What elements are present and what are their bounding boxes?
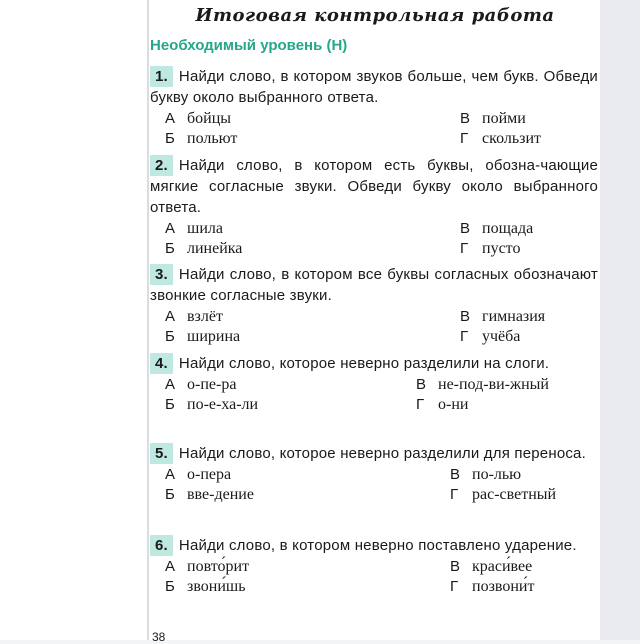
task-1	[150, 66, 598, 149]
option-g[interactable]	[460, 239, 520, 259]
option-letter: Г	[450, 578, 459, 595]
page-title: Итоговая контрольная работа	[195, 5, 555, 26]
option-a[interactable]	[165, 109, 231, 129]
task-text: Найди слово, которое неверно разделили на слоги.	[178, 355, 550, 372]
option-g[interactable]	[450, 577, 534, 597]
task-text: Найди слово, в котором неверно поставлено ударение.	[178, 537, 577, 554]
option-a[interactable]	[165, 465, 231, 485]
page-binding-margin	[0, 0, 150, 640]
task-number: 6.	[150, 535, 173, 556]
option-letter: Б	[165, 328, 175, 345]
task-number: 2.	[150, 155, 173, 176]
option-letter: Г	[416, 396, 425, 413]
option-letter: В	[450, 466, 461, 483]
option-letter: А	[165, 558, 176, 575]
option-letter: А	[165, 220, 176, 237]
option-text: пощада	[482, 220, 534, 237]
task-4	[150, 353, 598, 415]
task-question	[150, 443, 598, 464]
answer-options	[150, 307, 598, 347]
option-letter: В	[460, 110, 471, 127]
option-letter: В	[416, 376, 427, 393]
option-text: о-пера	[187, 466, 232, 483]
option-text: не-под-ви-жный	[438, 376, 549, 393]
option-letter: А	[165, 466, 176, 483]
option-text: взлёт	[187, 308, 223, 325]
option-letter: Б	[165, 240, 175, 257]
task-number: 5.	[150, 443, 173, 464]
binding-line	[147, 0, 149, 640]
answer-options	[150, 219, 598, 259]
option-b[interactable]	[165, 327, 240, 347]
option-letter: Г	[450, 486, 459, 503]
task-5	[150, 443, 598, 505]
option-a[interactable]	[165, 219, 223, 239]
page-number: 38	[152, 630, 166, 644]
option-v[interactable]	[450, 557, 532, 577]
task-question	[150, 66, 598, 108]
task-question	[150, 264, 598, 306]
answer-options	[150, 375, 598, 415]
option-text: о-пе-ра	[187, 376, 237, 393]
option-text: линейка	[187, 240, 243, 257]
answer-options	[150, 109, 598, 149]
option-letter: Б	[165, 486, 175, 503]
option-text: шила	[187, 220, 223, 237]
option-text: гимназия	[482, 308, 546, 325]
option-letter: Б	[165, 396, 175, 413]
option-letter: Б	[165, 130, 175, 147]
option-v[interactable]	[460, 109, 526, 129]
task-question	[150, 155, 598, 218]
option-v[interactable]	[416, 375, 549, 395]
right-margin	[600, 0, 640, 640]
option-b[interactable]	[165, 239, 242, 259]
option-text: о-ни	[438, 396, 469, 413]
option-text: позвони́т	[472, 578, 535, 595]
option-g[interactable]	[460, 327, 520, 347]
level-heading: Необходимый уровень (Н)	[150, 37, 348, 54]
option-text: вве-дение	[187, 486, 254, 503]
option-v[interactable]	[460, 219, 533, 239]
option-letter: Г	[460, 130, 469, 147]
option-text: пусто	[482, 240, 521, 257]
task-number: 3.	[150, 264, 173, 285]
task-question	[150, 353, 598, 374]
task-text: Найди слово, в котором все буквы согласных обозначают звонкие согласные звуки.	[150, 266, 598, 304]
option-text: польют	[187, 130, 238, 147]
option-letter: В	[450, 558, 461, 575]
option-text: учёба	[482, 328, 521, 345]
answer-options	[150, 557, 598, 597]
worksheet-page	[150, 0, 600, 644]
option-a[interactable]	[165, 375, 236, 395]
option-g[interactable]	[450, 485, 556, 505]
task-text: Найди слово, в котором звуков больше, чем букв. Обведи букву около выбранного ответа.	[150, 68, 598, 106]
option-text: звони́шь	[187, 578, 246, 595]
option-b[interactable]	[165, 577, 246, 597]
option-text: повто́рит	[187, 558, 250, 575]
task-6	[150, 535, 598, 597]
option-text: скользит	[482, 130, 542, 147]
task-text: Найди слово, в котором есть буквы, обозна-чающие мягкие согласные звуки. Обведи букву около выбранного ответа.	[150, 157, 598, 216]
option-text: по-лью	[472, 466, 522, 483]
option-g[interactable]	[416, 395, 468, 415]
option-letter: А	[165, 376, 176, 393]
option-a[interactable]	[165, 307, 223, 327]
option-b[interactable]	[165, 129, 237, 149]
task-text: Найди слово, которое неверно разделили для переноса.	[178, 445, 586, 462]
option-text: пойми	[482, 110, 526, 127]
option-text: рас-светный	[472, 486, 557, 503]
task-number: 1.	[150, 66, 173, 87]
option-letter: Г	[460, 328, 469, 345]
option-g[interactable]	[460, 129, 541, 149]
option-letter: Б	[165, 578, 175, 595]
option-letter: В	[460, 220, 471, 237]
option-v[interactable]	[450, 465, 521, 485]
option-letter: А	[165, 308, 176, 325]
option-b[interactable]	[165, 395, 258, 415]
option-text: ширина	[187, 328, 241, 345]
task-2	[150, 155, 598, 259]
task-question	[150, 535, 598, 556]
answer-options	[150, 465, 598, 505]
option-text: бойцы	[187, 110, 232, 127]
task-number: 4.	[150, 353, 173, 374]
option-b[interactable]	[165, 485, 254, 505]
option-letter: А	[165, 110, 176, 127]
option-letter: В	[460, 308, 471, 325]
option-text: по-е-ха-ли	[187, 396, 259, 413]
task-3	[150, 264, 598, 347]
option-a[interactable]	[165, 557, 249, 577]
option-text: краси́вее	[472, 558, 533, 575]
option-letter: Г	[460, 240, 469, 257]
option-v[interactable]	[460, 307, 545, 327]
